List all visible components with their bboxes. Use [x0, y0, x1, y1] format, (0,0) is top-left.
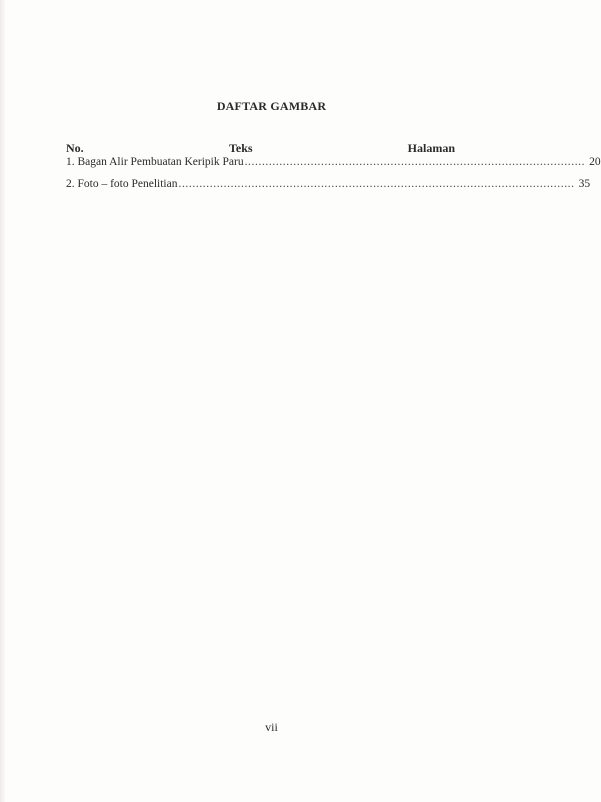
column-header-no: No.	[66, 141, 84, 155]
entry-page-number: 20	[589, 156, 601, 168]
column-header-halaman: Halaman	[407, 141, 455, 155]
column-header-teks: Teks	[229, 141, 253, 155]
entry-page-number: 35	[578, 178, 591, 190]
page-number-footer: vii	[265, 720, 278, 734]
scan-edge-shadow	[0, 0, 6, 802]
list-item	[66, 178, 591, 194]
entry-label: 2. Foto – foto Penelitian	[66, 178, 178, 190]
list-item	[66, 156, 601, 172]
page-title: DAFTAR GAMBAR	[216, 99, 327, 113]
dot-leader: ..................................................................................................................	[178, 178, 575, 190]
dot-leader: ..................................................................................................	[244, 156, 586, 168]
table-header	[66, 141, 455, 157]
entry-label: 1. Bagan Alir Pembuatan Keripik Paru	[66, 156, 244, 168]
